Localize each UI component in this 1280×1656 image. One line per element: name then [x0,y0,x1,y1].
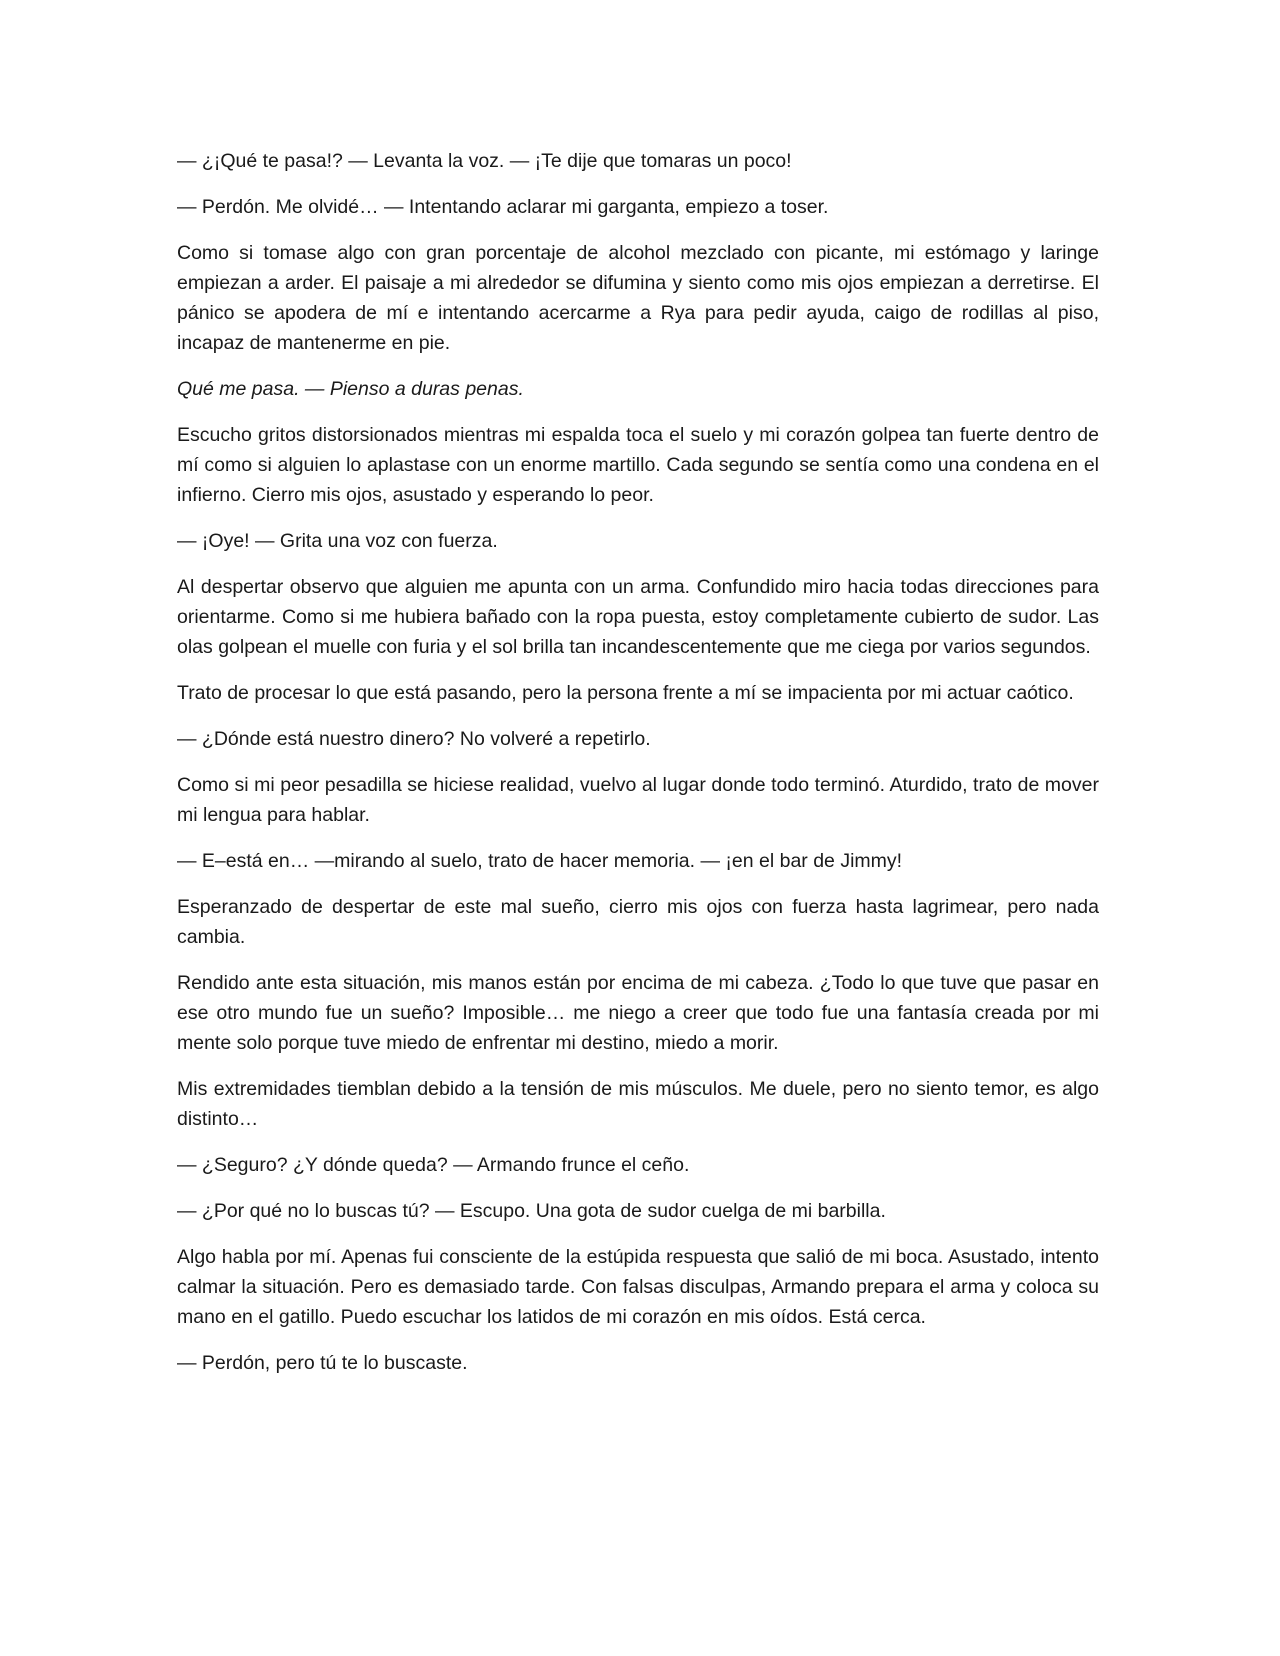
paragraph: Rendido ante esta situación, mis manos están por encima de mi cabeza. ¿Todo lo que tuve que pasar en ese otro mundo fue un sueño? Imposible… me niego a creer que todo fue una fantasía creada por mi mente solo porque tuve miedo de enfrentar mi destino, miedo a morir. [177,972,1099,1054]
paragraph: Como si tomase algo con gran porcentaje de alcohol mezclado con picante, mi estómago y laringe empiezan a arder. El paisaje a mi alrededor se difumina y siento como mis ojos empiezan a derretirse. El pánico se apodera de mí e intentando acercarme a Rya para pedir ayuda, caigo de rodillas al piso, incapaz de mantenerme en pie. [177,242,1099,354]
paragraph: Trato de procesar lo que está pasando, pero la persona frente a mí se impacienta por mi actuar caótico. [177,682,1074,704]
paragraph: Al despertar observo que alguien me apunta con un arma. Confundido miro hacia todas direcciones para orientarme. Como si me hubiera bañado con la ropa puesta, estoy completamente cubierto de sudor. Las olas golpean el muelle con furia y el sol brilla tan incandescentemente que me ciega por varios segundos. [177,576,1099,658]
paragraph: — E–está en… —mirando al suelo, trato de hacer memoria. — ¡en el bar de Jimmy! [177,850,903,872]
paragraph: — Perdón, pero tú te lo buscaste. [177,1352,468,1374]
paragraph: — ¿Por qué no lo buscas tú? — Escupo. Una gota de sudor cuelga de mi barbilla. [177,1200,886,1222]
paragraph: Esperanzado de despertar de este mal sueño, cierro mis ojos con fuerza hasta lagrimear, pero nada cambia. [177,896,1099,948]
paragraph: — ¿¡Qué te pasa!? — Levanta la voz. — ¡Te dije que tomaras un poco! [177,150,792,172]
paragraph: Mis extremidades tiemblan debido a la tensión de mis músculos. Me duele, pero no siento temor, es algo distinto… [177,1078,1099,1130]
paragraph: Escucho gritos distorsionados mientras mi espalda toca el suelo y mi corazón golpea tan fuerte dentro de mí como si alguien lo aplastase con un enorme martillo. Cada segundo se sentía como una condena en el infierno. Cierro mis ojos, asustado y esperando lo peor. [177,424,1099,506]
paragraph: — ¿Seguro? ¿Y dónde queda? — Armando frunce el ceño. [177,1154,690,1176]
paragraph: — Perdón. Me olvidé… — Intentando aclarar mi garganta, empiezo a toser. [177,196,829,218]
document-body [177,146,1099,1394]
paragraph: Algo habla por mí. Apenas fui consciente de la estúpida respuesta que salió de mi boca. Asustado, intento calmar la situación. Pero es demasiado tarde. Con falsas disculpas, Armando prepara el arma y coloca su mano en el gatillo. Puedo escuchar los latidos de mi corazón en mis oídos. Está cerca. [177,1246,1099,1328]
paragraph: Como si mi peor pesadilla se hiciese realidad, vuelvo al lugar donde todo terminó. Aturdido, trato de mover mi lengua para hablar. [177,774,1099,826]
italic-thought-paragraph: Qué me pasa. — Pienso a duras penas. [177,378,524,400]
paragraph: — ¿Dónde está nuestro dinero? No volveré a repetirlo. [177,728,651,750]
paragraph: — ¡Oye! — Grita una voz con fuerza. [177,530,498,552]
